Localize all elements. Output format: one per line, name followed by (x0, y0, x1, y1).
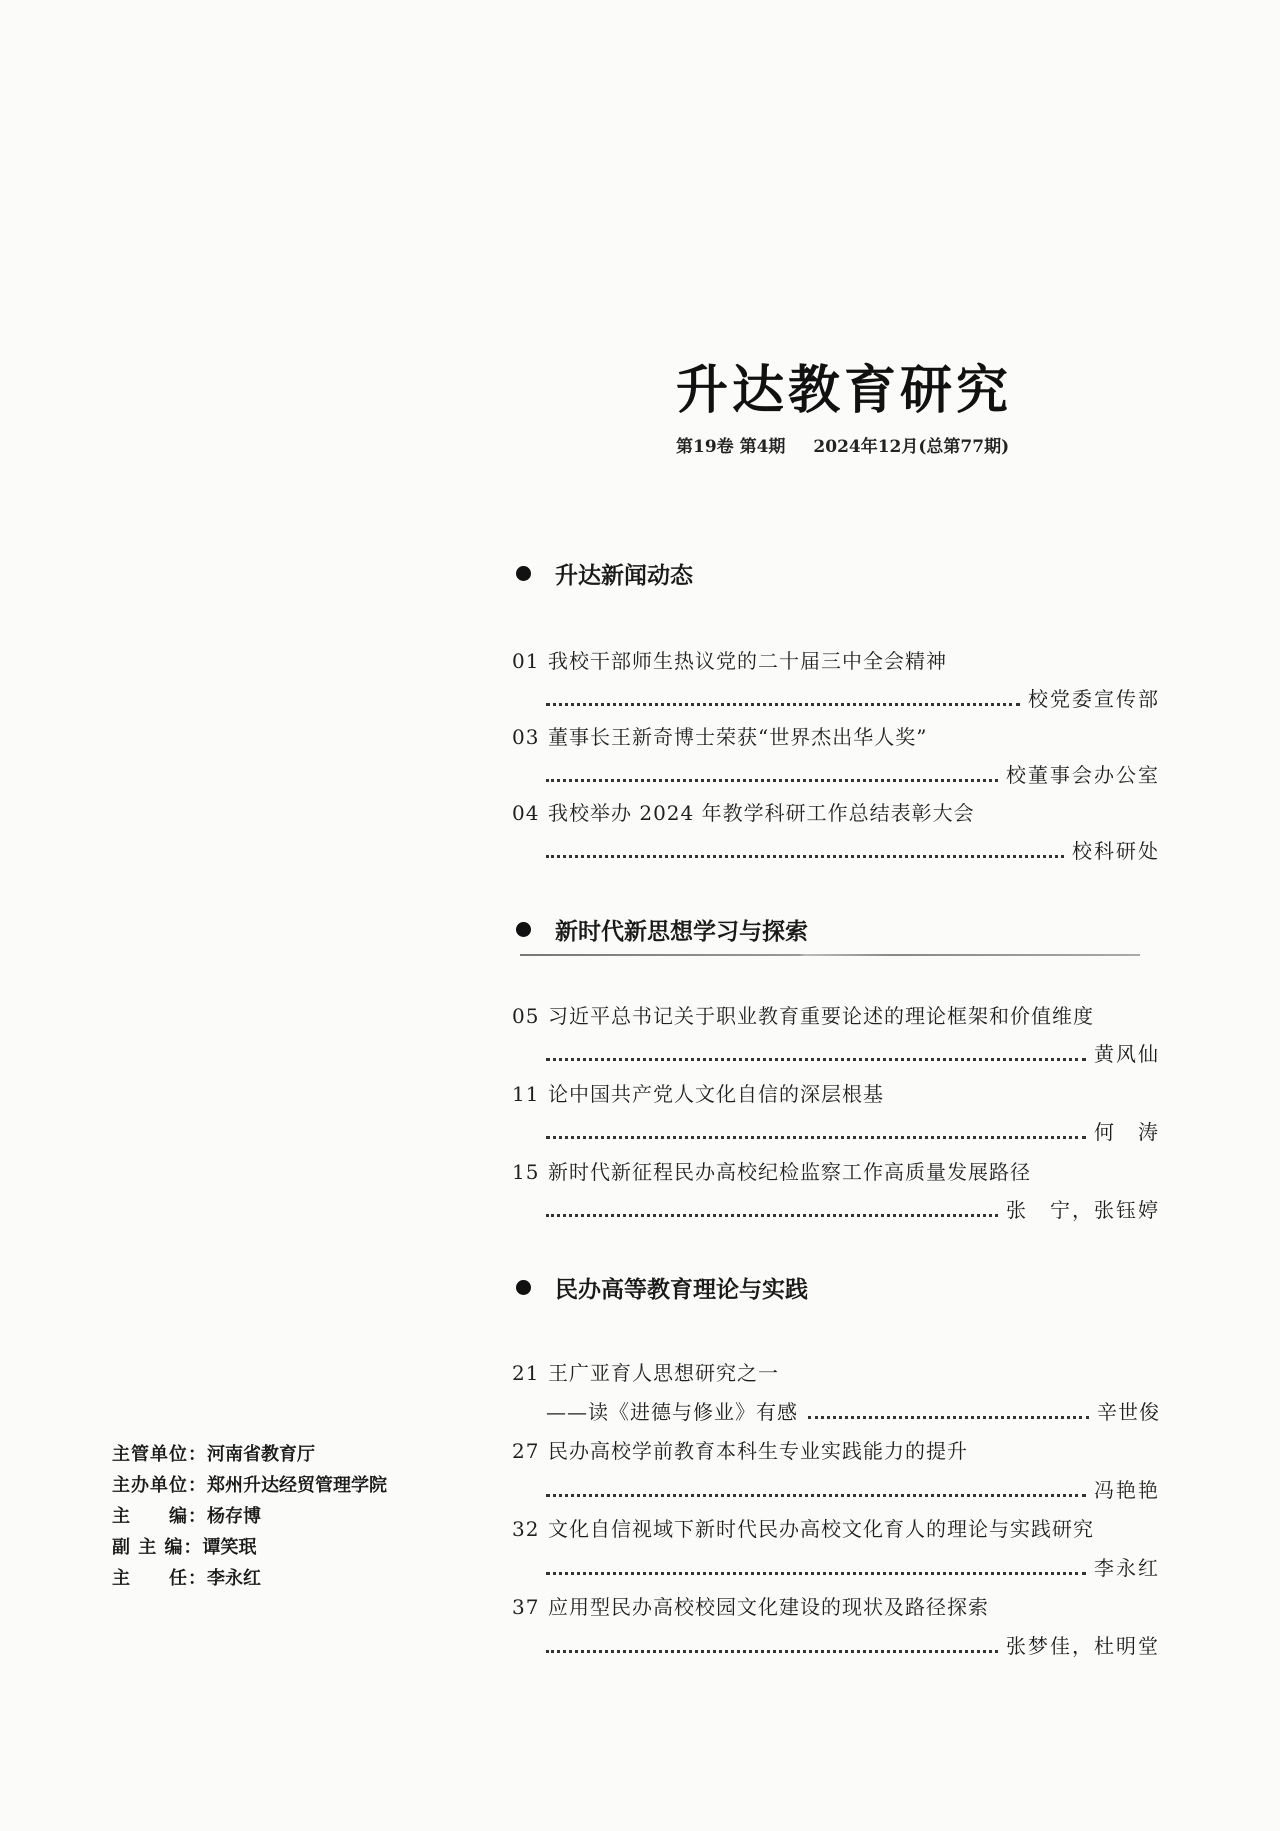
masthead-value: 李永红 (207, 1568, 261, 1589)
page-number: 32 (512, 1517, 540, 1541)
masthead (112, 1440, 387, 1595)
masthead-row-deputy-editor (112, 1533, 387, 1564)
masthead-label: 主 编： (112, 1506, 207, 1527)
toc-entry-title[interactable] (512, 721, 927, 750)
masthead-value: 谭笑珉 (202, 1537, 257, 1558)
leader-dots (808, 1416, 1089, 1419)
toc-entry-title[interactable] (512, 797, 975, 826)
leader-dots (546, 779, 998, 782)
masthead-label: 主办单位： (112, 1475, 207, 1496)
bullet-icon (516, 1280, 531, 1295)
leader-dots (546, 1136, 1086, 1139)
toc-entry-title[interactable] (512, 1078, 884, 1107)
article-author: 辛世俊 (1097, 1400, 1160, 1424)
masthead-row-director (112, 1564, 387, 1595)
article-author: 校科研处 (1072, 839, 1160, 863)
issue-info (676, 432, 1009, 457)
issue-date: 2024年12月(总第77期) (813, 437, 1010, 457)
masthead-row-sponsor (112, 1471, 387, 1502)
masthead-label: 主 任： (112, 1568, 207, 1589)
page-number: 11 (512, 1082, 540, 1106)
toc-entry-author (546, 1194, 1160, 1223)
masthead-label: 主管单位： (112, 1444, 207, 1465)
page-number: 21 (512, 1361, 540, 1385)
section-divider (520, 954, 1140, 956)
toc-entry-author (546, 759, 1160, 788)
toc-entry-author (546, 1038, 1160, 1067)
article-title: 论中国共产党人文化自信的深层根基 (548, 1082, 884, 1106)
leader-dots (546, 855, 1064, 858)
article-title: 文化自信视域下新时代民办高校文化育人的理论与实践研究 (548, 1517, 1094, 1541)
article-subtitle: ——读《进德与修业》有感 (546, 1400, 798, 1424)
toc-entry-author (546, 1552, 1160, 1581)
toc-entry-author (546, 1116, 1160, 1145)
leader-dots (546, 1058, 1086, 1061)
masthead-row-editor-in-chief (112, 1502, 387, 1533)
page-number: 04 (512, 801, 540, 825)
article-author: 张梦佳，杜明堂 (1006, 1634, 1160, 1658)
section-heading-text: 新时代新思想学习与探索 (555, 919, 808, 945)
page-number: 15 (512, 1160, 540, 1184)
bullet-icon (516, 566, 531, 581)
article-title: 王广亚育人思想研究之一 (548, 1361, 779, 1385)
page-number: 05 (512, 1004, 540, 1028)
section-heading-text: 升达新闻动态 (555, 563, 693, 589)
toc-entry-author (546, 835, 1160, 864)
toc-entry-title[interactable] (512, 1513, 1094, 1542)
article-title: 新时代新征程民办高校纪检监察工作高质量发展路径 (548, 1160, 1031, 1184)
toc-entry-author (546, 1630, 1160, 1659)
journal-title: 升达教育研究 (676, 360, 1013, 421)
masthead-value: 郑州升达经贸管理学院 (207, 1475, 387, 1496)
section-heading-thought (516, 913, 808, 946)
toc-entry-title[interactable] (512, 1435, 968, 1464)
article-author: 校党委宣传部 (1028, 687, 1160, 711)
article-title: 我校举办 2024 年教学科研工作总结表彰大会 (548, 801, 975, 825)
masthead-value: 杨存博 (207, 1506, 261, 1527)
article-author: 张 宁，张钰婷 (1006, 1198, 1160, 1222)
article-title: 应用型民办高校校园文化建设的现状及路径探索 (548, 1595, 989, 1619)
article-author: 何 涛 (1094, 1120, 1160, 1144)
toc-entry-title[interactable] (512, 1591, 989, 1620)
article-author: 黄风仙 (1094, 1042, 1160, 1066)
toc-entry-author (546, 683, 1160, 712)
article-title: 董事长王新奇博士荣获“世界杰出华人奖” (548, 725, 928, 749)
leader-dots (546, 703, 1020, 706)
section-heading-news (516, 557, 693, 590)
leader-dots (546, 1494, 1086, 1497)
masthead-value: 河南省教育厅 (207, 1444, 315, 1465)
section-heading-private-edu (516, 1271, 808, 1304)
toc-entry-subtitle-author (546, 1396, 1160, 1425)
article-author: 校董事会办公室 (1006, 763, 1160, 787)
page-number: 37 (512, 1595, 540, 1619)
article-title: 我校干部师生热议党的二十届三中全会精神 (548, 649, 947, 673)
masthead-label: 副 主 编： (112, 1537, 203, 1558)
volume-issue: 第19卷 第4期 (676, 437, 786, 457)
page-number: 03 (512, 725, 540, 749)
article-author: 冯艳艳 (1094, 1478, 1160, 1502)
leader-dots (546, 1650, 998, 1653)
page-number: 27 (512, 1439, 540, 1463)
toc-entry-author (546, 1474, 1160, 1503)
article-author: 李永红 (1094, 1556, 1160, 1580)
leader-dots (546, 1214, 998, 1217)
section-heading-text: 民办高等教育理论与实践 (555, 1277, 808, 1303)
leader-dots (546, 1572, 1086, 1575)
bullet-icon (516, 922, 531, 937)
toc-entry-title[interactable] (512, 1156, 1031, 1185)
article-title: 民办高校学前教育本科生专业实践能力的提升 (548, 1439, 968, 1463)
toc-entry-title[interactable] (512, 1357, 779, 1386)
article-title: 习近平总书记关于职业教育重要论述的理论框架和价值维度 (548, 1004, 1094, 1028)
page-number: 01 (512, 649, 540, 673)
toc-entry-title[interactable] (512, 1000, 1094, 1029)
toc-entry-title[interactable] (512, 645, 947, 674)
masthead-row-supervisor (112, 1440, 387, 1471)
